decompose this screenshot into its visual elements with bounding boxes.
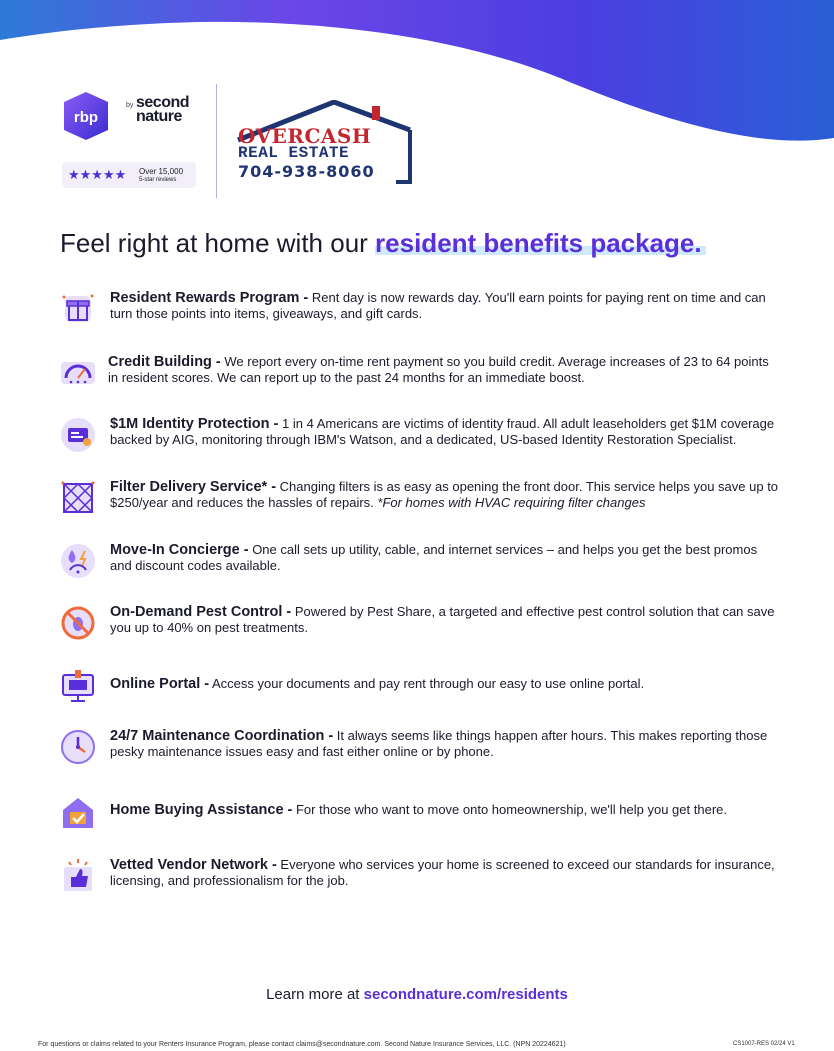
logo-divider: [216, 84, 217, 198]
benefit-text: [110, 542, 780, 574]
benefit-desc: Everyone who services your home is screened to exceed our standards for insurance, licensing, and professionalism for the job.: [110, 857, 775, 888]
benefit-title: Vetted Vendor Network -: [110, 857, 277, 873]
benefit-title: Filter Delivery Service* -: [110, 479, 277, 495]
benefit-title: On-Demand Pest Control -: [110, 604, 292, 620]
benefit-title: Move-In Concierge -: [110, 542, 249, 558]
rbp-badge-icon: [62, 90, 110, 142]
partner-phone: 704-938-8060: [238, 162, 375, 181]
learn-more-lead: Learn more at: [266, 986, 364, 1003]
benefit-text: [110, 290, 780, 322]
id-card-icon: [59, 416, 97, 454]
second-nature-wordmark: second nature: [136, 94, 190, 125]
house-check-icon: [59, 794, 97, 832]
benefit-title: Resident Rewards Program -: [110, 290, 309, 306]
monitor-icon: [59, 667, 97, 705]
benefit-title: 24/7 Maintenance Coordination -: [110, 728, 334, 744]
learn-more-link[interactable]: secondnature.com/residents: [363, 986, 568, 1003]
benefit-desc: Changing filters is as easy as opening the front door. This service helps you save up to $250/year and reduces the hassles of repairs.: [110, 479, 779, 510]
reviews-caption: 5-star reviews: [139, 177, 177, 183]
benefit-text: [110, 728, 780, 760]
benefit-desc: We report every on-time rent payment so you build credit. Average increases of 23 to 64 points in resident scores. We can report up to the past 24 months for an immediate boost.: [108, 354, 769, 385]
no-pest-icon: [59, 604, 97, 642]
benefit-desc: For those who want to move onto homeownership, we'll help you get there.: [292, 802, 727, 817]
partner-subtitle: REAL ESTATE: [238, 144, 350, 162]
benefit-text: [110, 479, 780, 511]
title-lead: Feel right at home with our: [60, 228, 376, 258]
air-filter-icon: [59, 479, 97, 517]
benefit-desc: Rent day is now rewards day. You'll earn points for paying rent on time and can turn those points into items, giveaways, and gift cards.: [110, 290, 766, 321]
rbp-mark: rbp: [73, 109, 99, 126]
title-highlight: resident benefits package.: [375, 228, 702, 258]
learn-more: [0, 986, 834, 1003]
benefit-title: Home Buying Assistance -: [110, 802, 293, 818]
benefit-desc: 1 in 4 Americans are victims of identity fraud. All adult leaseholders get $1M coverage backed by AIG, monitoring through IBM's Watson, and a dedicated, US-based Identity Restoration Specialist.: [110, 416, 775, 447]
benefit-text: [110, 802, 780, 818]
benefit-title: Credit Building -: [108, 354, 221, 370]
rbp-by-label: by: [126, 102, 134, 109]
clock-icon: [59, 728, 97, 766]
footer-disclaimer: For questions or claims related to your Renters Insurance Program, please contact claims@secondnature.com. Second Nature Insurance Services, LLC. (NPN 20224621): [38, 1041, 566, 1048]
benefit-title: $1M Identity Protection -: [110, 416, 279, 432]
benefit-footnote: *For homes with HVAC requiring filter changes: [377, 495, 646, 510]
reviews-badge: [62, 162, 196, 188]
benefit-desc: One call sets up utility, cable, and internet services – and helps you get the best promos and discount codes available.: [110, 542, 758, 573]
credit-gauge-icon: [59, 354, 97, 392]
benefit-title: Online Portal -: [110, 676, 210, 692]
page-title: [60, 228, 702, 259]
benefit-text: [110, 676, 780, 692]
gift-icon: [59, 290, 97, 328]
thumbs-up-icon: [59, 857, 97, 895]
benefit-text: [110, 857, 780, 889]
five-stars-icon: ★★★★★: [68, 167, 127, 182]
reviews-count: Over 15,000: [139, 167, 184, 176]
utilities-icon: [59, 542, 97, 580]
partner-name: OVERCASH: [238, 124, 372, 148]
overcash-logo: [232, 100, 416, 186]
benefit-desc: Access your documents and pay rent through our easy to use online portal.: [209, 676, 645, 691]
benefit-text: [108, 354, 778, 386]
benefit-text: [110, 416, 780, 448]
footer-code: CS1007-RES 02/24 V1: [733, 1041, 795, 1047]
benefit-desc: It always seems like things happen after hours. This makes reporting those pesky maintenance issues easy and fast either online or by phone.: [110, 728, 768, 759]
rbp-logo: [62, 90, 202, 150]
benefit-text: [110, 604, 780, 636]
benefit-desc: Powered by Pest Share, a targeted and effective pest control solution that can save you up to 40% on pest treatments.: [110, 604, 775, 635]
